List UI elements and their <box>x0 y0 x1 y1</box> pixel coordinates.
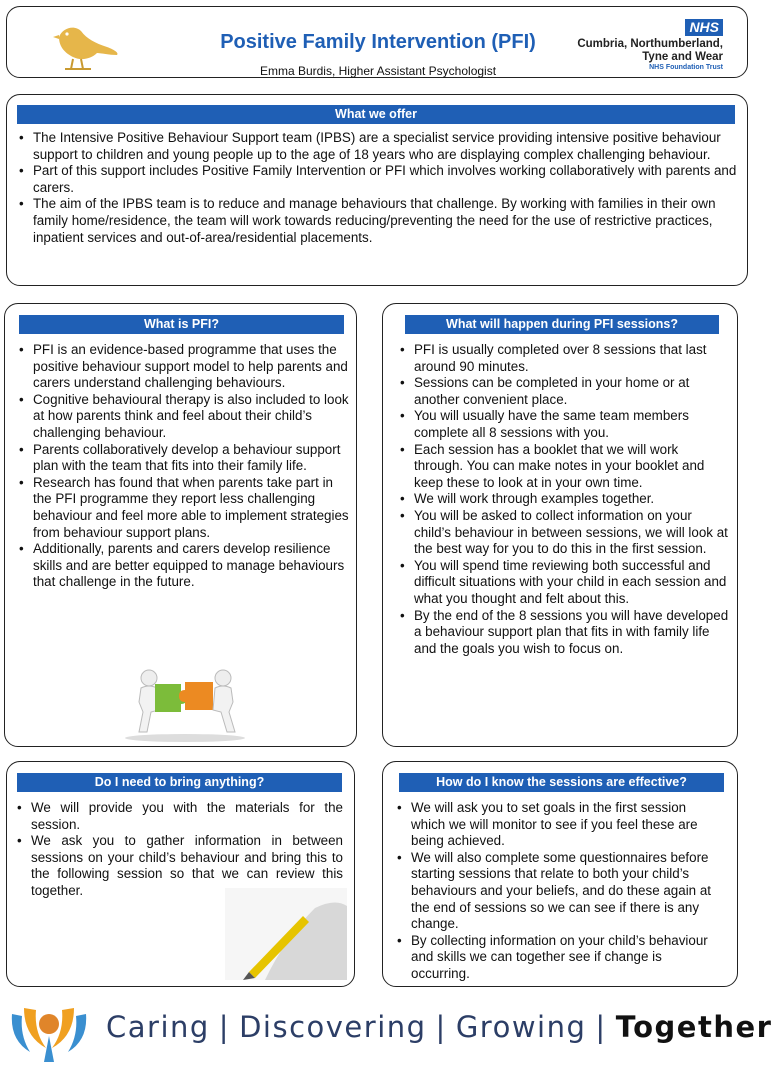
sessions-list <box>400 342 730 657</box>
trust-subtitle: NHS Foundation Trust <box>649 64 723 71</box>
what-is-pfi-panel <box>4 303 357 747</box>
list-item: • Each session has a booklet that we will work through. You can make notes in your booklet and keep these to look at in your own time. <box>400 442 730 492</box>
page-title: Positive Family Intervention (PFI) <box>220 31 536 53</box>
list-item: • Research has found that when parents take part in the PFI programme they report less challenging behaviour and feel more able to implement strategies from behaviour support plans. <box>19 475 349 541</box>
section-heading: Do I need to bring anything? <box>17 773 342 792</box>
bring-anything-panel <box>6 761 355 987</box>
list-item: • The Intensive Positive Behaviour Support team (IPBS) are a specialist service providing intensive positive behaviour support to children and young people up to the age of 18 years who are displaying complex challenging behaviour. <box>19 130 737 163</box>
pfi-list <box>19 342 349 591</box>
list-item: • Additionally, parents and carers develop resilience skills and are better equipped to manage behaviours that challenge in the future. <box>19 541 349 591</box>
footer-slogan <box>106 1010 772 1044</box>
list-item: • The aim of the IPBS team is to reduce and manage behaviours that challenge. By working with families in their own family home/residence, the team will work towards reducing/preventing the need for the use of restrictive practices, inpatient services and out-of-area/residential placements. <box>19 196 737 246</box>
list-item: • You will be asked to collect information on your child’s behaviour in between sessions, we will look at the best way for you to do this in the first session. <box>400 508 730 558</box>
list-item: • We ask you to gather information in between sessions on your child’s behaviour and bring this to the following session so that we can review this together. <box>17 833 343 899</box>
header-panel <box>6 6 748 78</box>
list-item: • PFI is usually completed over 8 sessions that last around 90 minutes. <box>400 342 730 375</box>
slogan-separator: | <box>435 1010 447 1044</box>
list-item: • We will provide you with the materials for the session. <box>17 800 343 833</box>
offer-list <box>19 130 737 246</box>
sessions-panel <box>382 303 738 747</box>
slogan-separator: | <box>595 1010 607 1044</box>
effective-list <box>397 800 722 983</box>
puzzle-figures-image <box>115 662 255 742</box>
list-item: • Cognitive behavioural therapy is also included to look at how parents think and feel about their child’s challenging behaviour. <box>19 392 349 442</box>
nhs-logo-badge: NHS <box>685 19 723 36</box>
list-item: • Parents collaboratively develop a behaviour support plan with the team that fits into their family life. <box>19 442 349 475</box>
trust-name <box>577 38 723 63</box>
author-line: Emma Burdis, Higher Assistant Psychologist <box>259 64 497 78</box>
slogan-together: Together <box>615 1010 772 1044</box>
list-item: • Part of this support includes Positive Family Intervention or PFI which involves working collaboratively with parents and carers. <box>19 163 737 196</box>
list-item: • By the end of the 8 sessions you will have developed a behaviour support plan that fits in with family life and the goals you wish to focus on. <box>400 608 730 658</box>
list-item: • We will ask you to set goals in the first session which we will monitor to see if you feel these are being achieved. <box>397 800 722 850</box>
what-we-offer-panel <box>6 94 748 286</box>
list-item: • By collecting information on your child’s behaviour and skills we can together see if change is occurring. <box>397 933 722 983</box>
trust-logo-icon <box>6 1000 92 1066</box>
list-item: • PFI is an evidence-based programme that uses the positive behaviour support model to help parents and carers understand challenging behaviours. <box>19 342 349 392</box>
list-item: • We will also complete some questionnaires before starting sessions that relate to both your child’s behaviours and your beliefs, and do these again at the end of sessions so we can see if there is any change. <box>397 850 722 933</box>
trust-name-line1: Cumbria, Northumberland, <box>577 38 723 50</box>
list-item: • Sessions can be completed in your home or at another convenient place. <box>400 375 730 408</box>
section-heading: What will happen during PFI sessions? <box>405 315 719 334</box>
section-heading: What is PFI? <box>19 315 344 334</box>
slogan-discovering: Discovering <box>239 1010 427 1044</box>
list-item: • You will spend time reviewing both successful and difficult situations with your child in each session and what you thought and felt about this. <box>400 558 730 608</box>
section-heading: What we offer <box>17 105 735 124</box>
section-heading: How do I know the sessions are effective? <box>399 773 724 792</box>
slogan-separator: | <box>218 1010 231 1044</box>
list-item: • You will usually have the same team members complete all 8 sessions with you. <box>400 408 730 441</box>
trust-name-line2: Tyne and Wear <box>642 50 723 63</box>
slogan-growing: Growing <box>455 1010 587 1044</box>
bring-list <box>17 800 343 900</box>
list-item: • We will work through examples together. <box>400 491 730 508</box>
slogan-caring: Caring <box>106 1010 210 1044</box>
pen-writing-image <box>225 888 347 980</box>
effectiveness-panel <box>382 761 738 987</box>
